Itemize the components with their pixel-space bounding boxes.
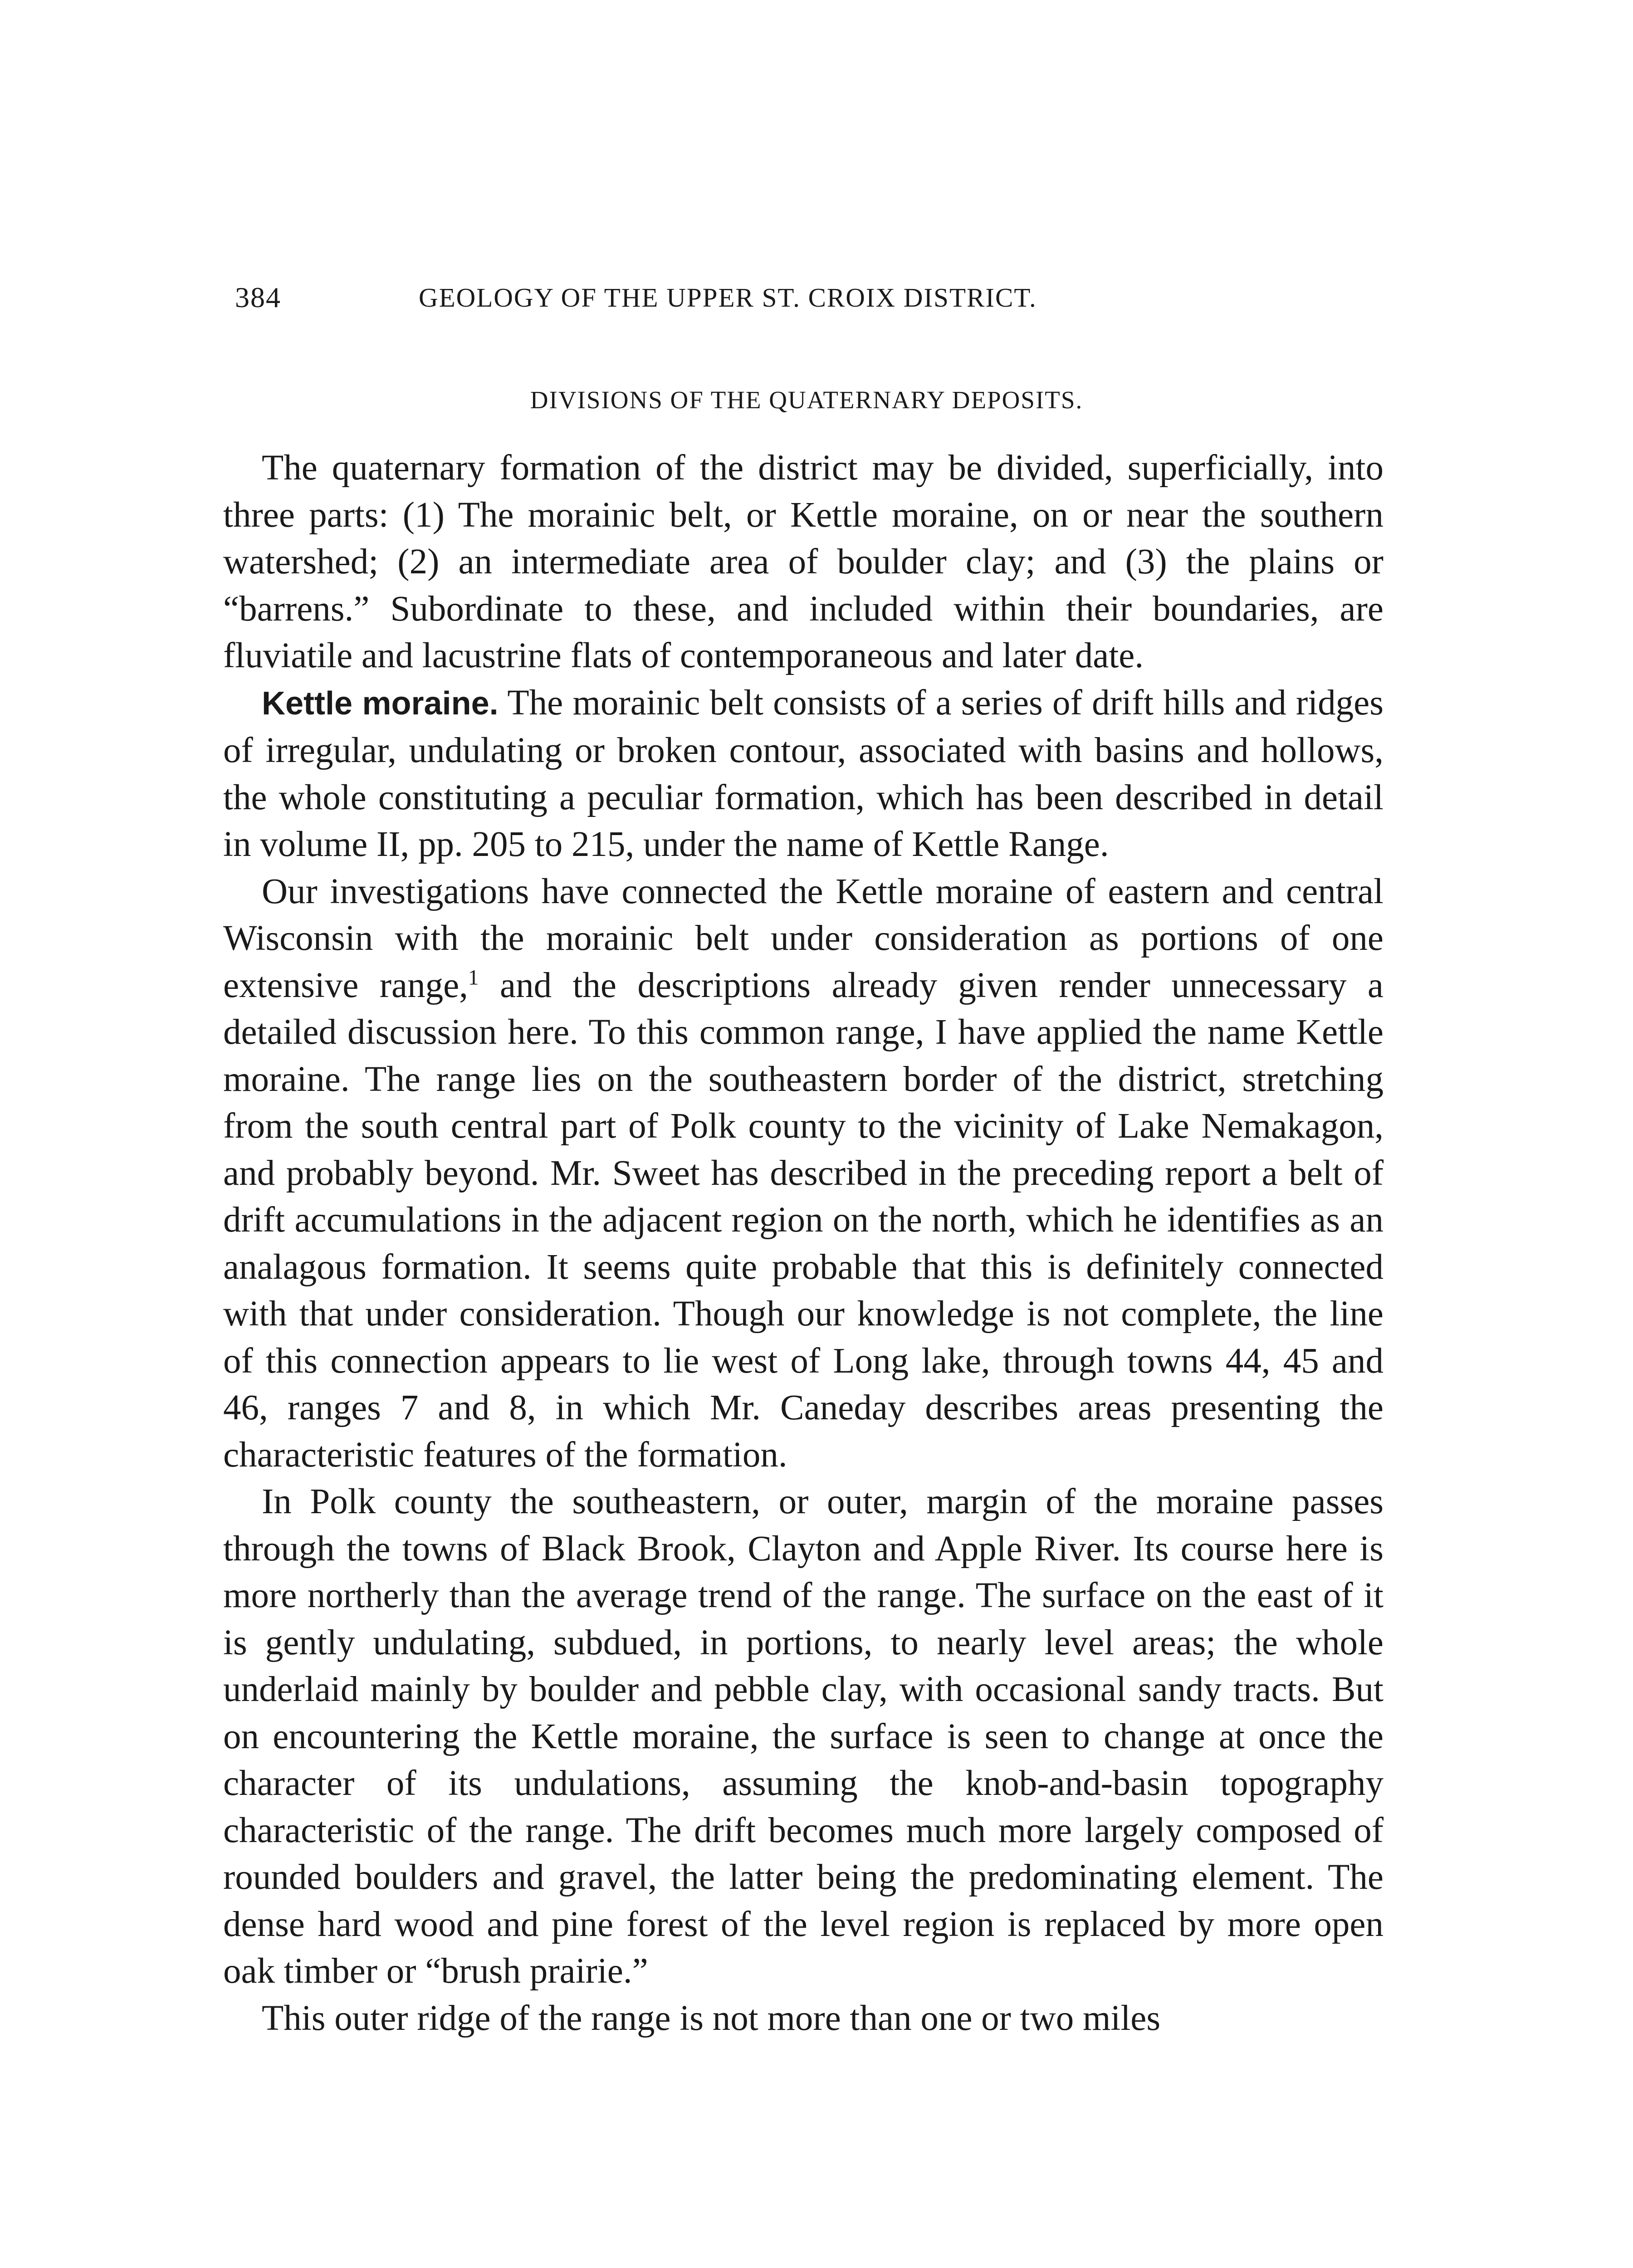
paragraph-text: Our investigations have connected the Kettle moraine of eastern and central Wisconsin with the morainic belt under consideration as portions of one extensive range, <box>223 871 1384 1005</box>
paragraph-text: This outer ridge of the range is not more than one or two miles <box>262 1998 1161 2038</box>
paragraph-outer-ridge <box>223 1995 1384 2042</box>
paragraph-divisions <box>223 445 1384 679</box>
body-text <box>223 445 1384 2042</box>
footnote-reference: 1 <box>468 966 479 990</box>
section-heading: DIVISIONS OF THE QUATERNARY DEPOSITS. <box>530 386 1083 414</box>
paragraph-text: In Polk county the southeastern, or outer, margin of the moraine passes through the towns of Black Brook, Clayton and Apple River. Its course here is more northerly than the average trend of the range. The surface on the east of it is gently undulating, subdued, in portions, to nearly level areas; the whole underlaid mainly by boulder and pebble clay, with occasional sandy tracts. But on encountering the Kettle moraine, the surface is seen to change at once the character of its undulations, assuming the knob-and-basin topography characteristic of the range. The drift becomes much more largely composed of rounded boulders and gravel, the latter being the predominating element. The dense hard wood and pine forest of the level region is replaced by more open oak timber or “brush prairie.” <box>223 1482 1384 1991</box>
paragraph-text: and the descriptions already given render unnecessary a detailed discussion here. To this common range, I have applied the name Kettle moraine. The range lies on the southeastern border of the district, stretching from the south central part of Polk county to the vicinity of Lake Nemakagon, and probably beyond. Mr. Sweet has described in the preceding report a belt of drift accumulations in the adjacent region on the north, which he identifies as an analagous formation. It seems quite probable that this is definitely connected with that under consideration. Though our knowledge is not complete, the line of this connection appears to lie west of Long lake, through towns 44, 45 and 46, ranges 7 and 8, in which Mr. Caneday describes areas presenting the characteristic features of the formation. <box>223 965 1384 1475</box>
paragraph-text: The quaternary formation of the district may be divided, superficially, into three parts: (1) The morainic belt, or Kettle moraine, on or near the southern watershed; (2) an intermediate area of boulder clay; and (3) the plains or “barrens.” Subordinate to these, and included within their boundaries, are fluviatile and lacustrine flats of contemporaneous and later date. <box>223 448 1384 675</box>
paragraph-kettle-moraine <box>223 679 1384 868</box>
paragraph-investigations <box>223 868 1384 1479</box>
run-in-heading: Kettle moraine. <box>262 685 499 722</box>
paragraph-text: The morainic belt consists of a series of drift hills and ridges of irregular, undulating or broken contour, associated with basins and hollows, the whole constituting a peculiar formation, which has been described in detail in volume II, pp. 205 to 215, under the name of Kettle Range. <box>223 683 1384 864</box>
running-head <box>235 279 1378 316</box>
paragraph-polk-county <box>223 1478 1384 1995</box>
page-number: 384 <box>235 281 281 313</box>
running-title: GEOLOGY OF THE UPPER ST. CROIX DISTRICT. <box>419 283 1037 313</box>
